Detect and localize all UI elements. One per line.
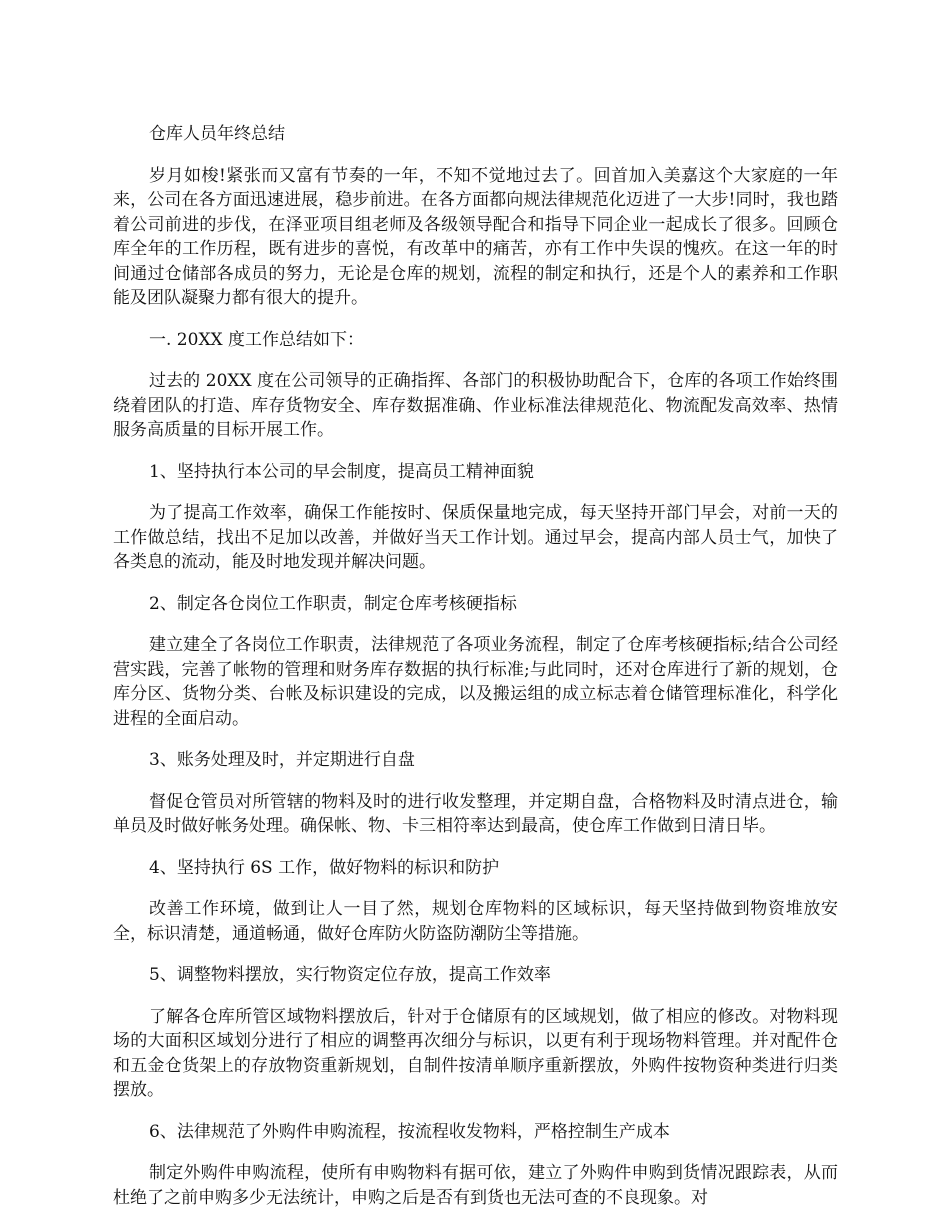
item-5-heading: 5、调整物料摆放，实行物资定位存放，提高工作效率 <box>149 965 551 985</box>
item-3-body: 督促仓管员对所管辖的物料及时的进行收发整理，并定期自盘，合格物料及时清点进仓，输单员及时做好帐务处理。确保帐、物、卡三相符率达到最高，使仓库工作做到日清日毕。 <box>113 791 838 836</box>
item-5-body: 了解各仓库所管区域物料摆放后，针对于仓储原有的区域规划，做了相应的修改。对物料现场的大面积区域划分进行了相应的调整再次细分与标识，以更有利于现场物料管理。并对配件仓和五金仓货架上的存放物资重新规划，自制件按清单顺序重新摆放，外购件按物资种类进行归类摆放。 <box>113 1006 838 1100</box>
item-6-heading: 6、法律规范了外购件申购流程，按流程收发物料，严格控制生产成本 <box>149 1121 670 1142</box>
item-6-body: 制定外购件申购流程，使所有申购物料有据可依，建立了外购件申购到货情况跟踪表，从而杜绝了之前申购多少无法统计，申购之后是否有到货也无法可查的不良现象。对 <box>113 1163 838 1208</box>
intro-paragraph: 岁月如梭!紧张而又富有节奏的一年，不知不觉地过去了。回首加入美嘉这个大家庭的一年来，公司在各方面迅速进展，稳步前进。在各方面都向规法律规范化迈进了一大步!同时，我也踏着公司前进的步伐，在泽亚项目组老师及各级领导配合和指导下同企业一起成长了很多。回顾仓库全年的工作历程，既有进步的喜悦，有改革中的痛苦，亦有工作中失误的愧疚。在这一年的时间通过仓储部各成员的努力，无论是仓库的规划，流程的制定和执行，还是个人的素养和工作职能及团队凝聚力都有很大的提升。 <box>113 165 838 308</box>
item-1-heading: 1、坚持执行本公司的早会制度，提高员工精神面貌 <box>149 461 534 482</box>
item-1-body: 为了提高工作效率，确保工作能按时、保质保量地完成，每天坚持开部门早会，对前一天的工作做总结，找出不足加以改善，并做好当天工作计划。通过早会，提高内部人员士气，加快了各类息的流动，能及时地发现并解决问题。 <box>113 503 838 572</box>
item-2-heading: 2、制定各仓岗位工作职责，制定仓库考核硬指标 <box>149 593 517 614</box>
item-4-heading: 4、坚持执行 6S 工作，做好物料的标识和防护 <box>149 857 500 878</box>
item-4-body: 改善工作环境，做到让人一目了然，规划仓库物料的区域标识，每天坚持做到物资堆放安全，标识清楚，通道畅通，做好仓库防火防盗防潮防尘等措施。 <box>113 899 838 944</box>
item-2-body: 建立建全了各岗位工作职责，法律规范了各项业务流程，制定了仓库考核硬指标;结合公司经营实践，完善了帐物的管理和财务库存数据的执行标准;与此同时，还对仓库进行了新的规划，仓库分区、货物分类、台帐及标识建设的完成，以及搬运组的成立标志着仓储管理标准化，科学化进程的全面启动。 <box>113 635 838 729</box>
section-heading: 一. 20XX 度工作总结如下： <box>149 329 365 350</box>
item-3-heading: 3、账务处理及时，并定期进行自盘 <box>149 750 415 770</box>
document-body <box>113 122 838 1227</box>
document-title: 仓库人员年终总结 <box>149 124 285 144</box>
section-intro-paragraph: 过去的 20XX 度在公司领导的正确指挥、各部门的积极协助配合下，仓库的各项工作始终围绕着团队的打造、库存货物安全、库存数据准确、作业标准法律规范化、物流配发高效率、热情服务高质量的目标开展工作。 <box>113 371 838 440</box>
